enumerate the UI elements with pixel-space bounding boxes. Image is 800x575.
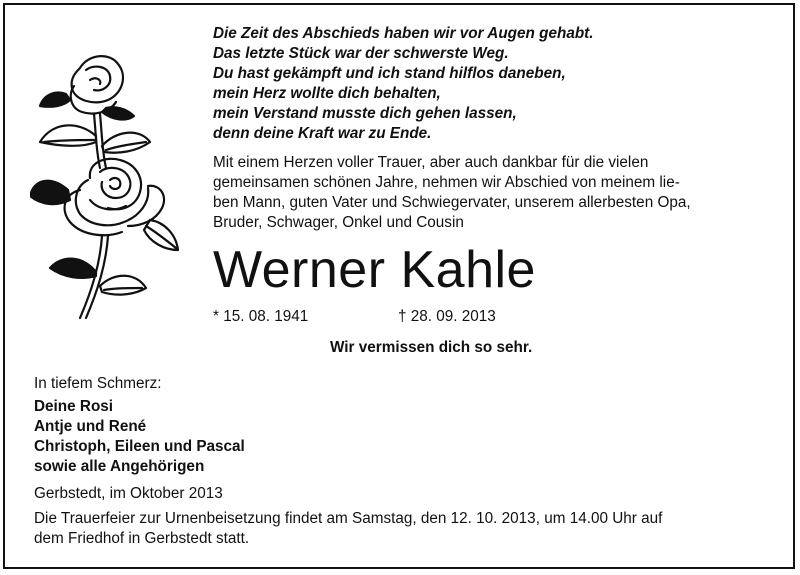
poem-line: Du hast gekämpft und ich stand hilflos daneben, xyxy=(213,65,566,82)
intro-line: ben Mann, guten Vater und Schwiegervater, unserem allerbesten Opa, xyxy=(213,194,691,211)
poem-line: Das letzte Stück war der schwerste Weg. xyxy=(213,45,509,62)
mourners-lead: In tiefem Schmerz: xyxy=(34,375,162,392)
intro-line: Mit einem Herzen voller Trauer, aber auch dankbar für die vielen xyxy=(213,154,649,171)
intro-text xyxy=(213,153,768,233)
poem xyxy=(213,24,773,144)
rose-icon xyxy=(30,50,180,320)
mourners xyxy=(34,374,245,477)
ceremony-line: dem Friedhof in Gerbstedt statt. xyxy=(34,530,250,547)
death-date: † 28. 09. 2013 xyxy=(398,308,496,325)
mourner-name: sowie alle Angehörigen xyxy=(34,458,205,475)
poem-line: denn deine Kraft war zu Ende. xyxy=(213,125,432,142)
intro-line: Bruder, Schwager, Onkel und Cousin xyxy=(213,214,464,231)
poem-line: mein Herz wollte dich behalten, xyxy=(213,85,441,102)
motto: Wir vermissen dich so sehr. xyxy=(330,339,533,356)
poem-line: mein Verstand musste dich gehen lassen, xyxy=(213,105,517,122)
mourner-name: Christoph, Eileen und Pascal xyxy=(34,438,245,455)
place-date: Gerbstedt, im Oktober 2013 xyxy=(34,485,223,502)
mourner-name: Antje und René xyxy=(34,418,147,435)
ceremony-line: Die Trauerfeier zur Urnenbeisetzung findet am Samstag, den 12. 10. 2013, um 14.00 Uhr auf xyxy=(34,510,663,527)
birth-date: * 15. 08. 1941 xyxy=(213,308,309,325)
intro-line: gemeinsamen schönen Jahre, nehmen wir Abschied von meinem lie- xyxy=(213,174,680,191)
poem-line: Die Zeit des Abschieds haben wir vor Augen gehabt. xyxy=(213,25,594,42)
mourner-name: Deine Rosi xyxy=(34,398,114,415)
ceremony-info xyxy=(34,509,784,549)
deceased-name: Werner Kahle xyxy=(213,241,536,299)
